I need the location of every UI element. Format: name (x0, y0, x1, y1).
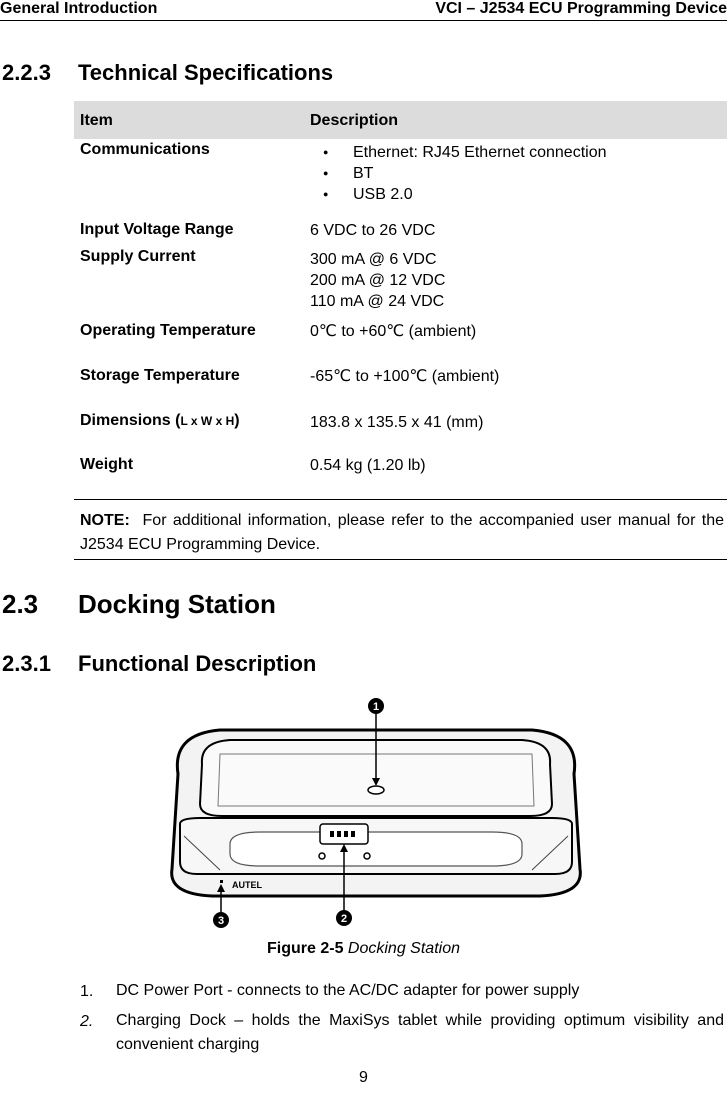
callout-2-number: 2 (340, 913, 348, 925)
dock-pin (330, 831, 334, 837)
spec-key-weight: Weight (80, 456, 134, 473)
section-title-tech: Technical Specifications (78, 60, 334, 85)
dock-pin (344, 831, 348, 837)
spec-bullet-ethernet: ● Ethernet: RJ45 Ethernet connection (353, 142, 607, 163)
dock-tray-slot (230, 832, 522, 866)
section-number-func: 2.3.1 (2, 651, 51, 676)
list-item-number: 2. (80, 1013, 94, 1030)
list-item-text: Charging Dock – holds the MaxiSys tablet while providing optimum visibility and convenient charging (116, 1012, 724, 1053)
table-header-row (74, 101, 727, 139)
table-header-description: Description (310, 112, 399, 129)
dock-hole (368, 786, 384, 794)
note-text: For additional information, please refer to the accompanied user manual for the J2534 ECU Programming Device. (80, 512, 725, 553)
note-box (80, 509, 724, 557)
note-bottom-rule (74, 559, 727, 560)
spec-value-operating-temp: 0℃ to +60℃ (ambient) (310, 323, 477, 340)
note-top-rule (74, 499, 727, 500)
spec-value-dimensions: 183.8 x 135.5 x 41 (mm) (310, 414, 484, 431)
list-item-number: 1. (80, 983, 94, 1000)
section-title-func: Functional Description (78, 651, 317, 676)
spec-key-input-voltage: Input Voltage Range (80, 221, 234, 238)
table-header-item: Item (80, 112, 113, 129)
section-number-dock: 2.3 (2, 589, 39, 619)
list-item-text: DC Power Port - connects to the AC/DC adapter for power supply (116, 982, 580, 999)
figure-caption-number: Figure 2-5 (267, 940, 344, 957)
spec-value-input-voltage: 6 VDC to 26 VDC (310, 222, 436, 239)
callout-1-number: 1 (372, 701, 380, 713)
note-label: NOTE: (80, 512, 130, 529)
spec-key-communications: Communications (80, 141, 210, 158)
spec-bullet-usb: ● USB 2.0 (353, 184, 413, 205)
spec-key-storage-temp: Storage Temperature (80, 367, 240, 384)
docking-station-figure (160, 694, 592, 930)
spec-bullet-bt: ● BT (353, 163, 373, 184)
section-number-tech: 2.2.3 (2, 60, 51, 85)
spec-value-weight: 0.54 kg (1.20 lb) (310, 457, 426, 474)
spec-key-supply-current: Supply Current (80, 248, 196, 265)
figure-caption-title: Docking Station (347, 940, 460, 957)
spec-value-storage-temp: -65℃ to +100℃ (ambient) (310, 368, 500, 385)
spec-value-supply-current-1: 300 mA @ 6 VDC (310, 251, 437, 268)
spec-key-dimensions-label: Dimensions ( (80, 412, 181, 429)
callout-3-number: 3 (217, 915, 225, 927)
header-divider (0, 20, 727, 21)
figure-caption (0, 940, 727, 958)
dock-pin (351, 831, 355, 837)
dock-brand-label: AUTEL (232, 880, 262, 890)
spec-key-dimensions-units: L x W x H (180, 414, 235, 428)
page-number: 9 (359, 1069, 368, 1086)
spec-key-dimensions-close: ) (234, 412, 240, 429)
spec-value-supply-current-3: 110 mA @ 24 VDC (310, 293, 445, 310)
spec-key-dimensions (80, 412, 240, 430)
dock-power-port (220, 880, 223, 883)
spec-value-supply-current-2: 200 mA @ 12 VDC (310, 272, 446, 289)
header-left-title: General Introduction (0, 0, 158, 17)
dock-pin (337, 831, 341, 837)
spec-key-operating-temp: Operating Temperature (80, 322, 256, 339)
header-right-title: VCI – J2534 ECU Programming Device (435, 0, 727, 17)
section-title-dock: Docking Station (78, 589, 276, 619)
